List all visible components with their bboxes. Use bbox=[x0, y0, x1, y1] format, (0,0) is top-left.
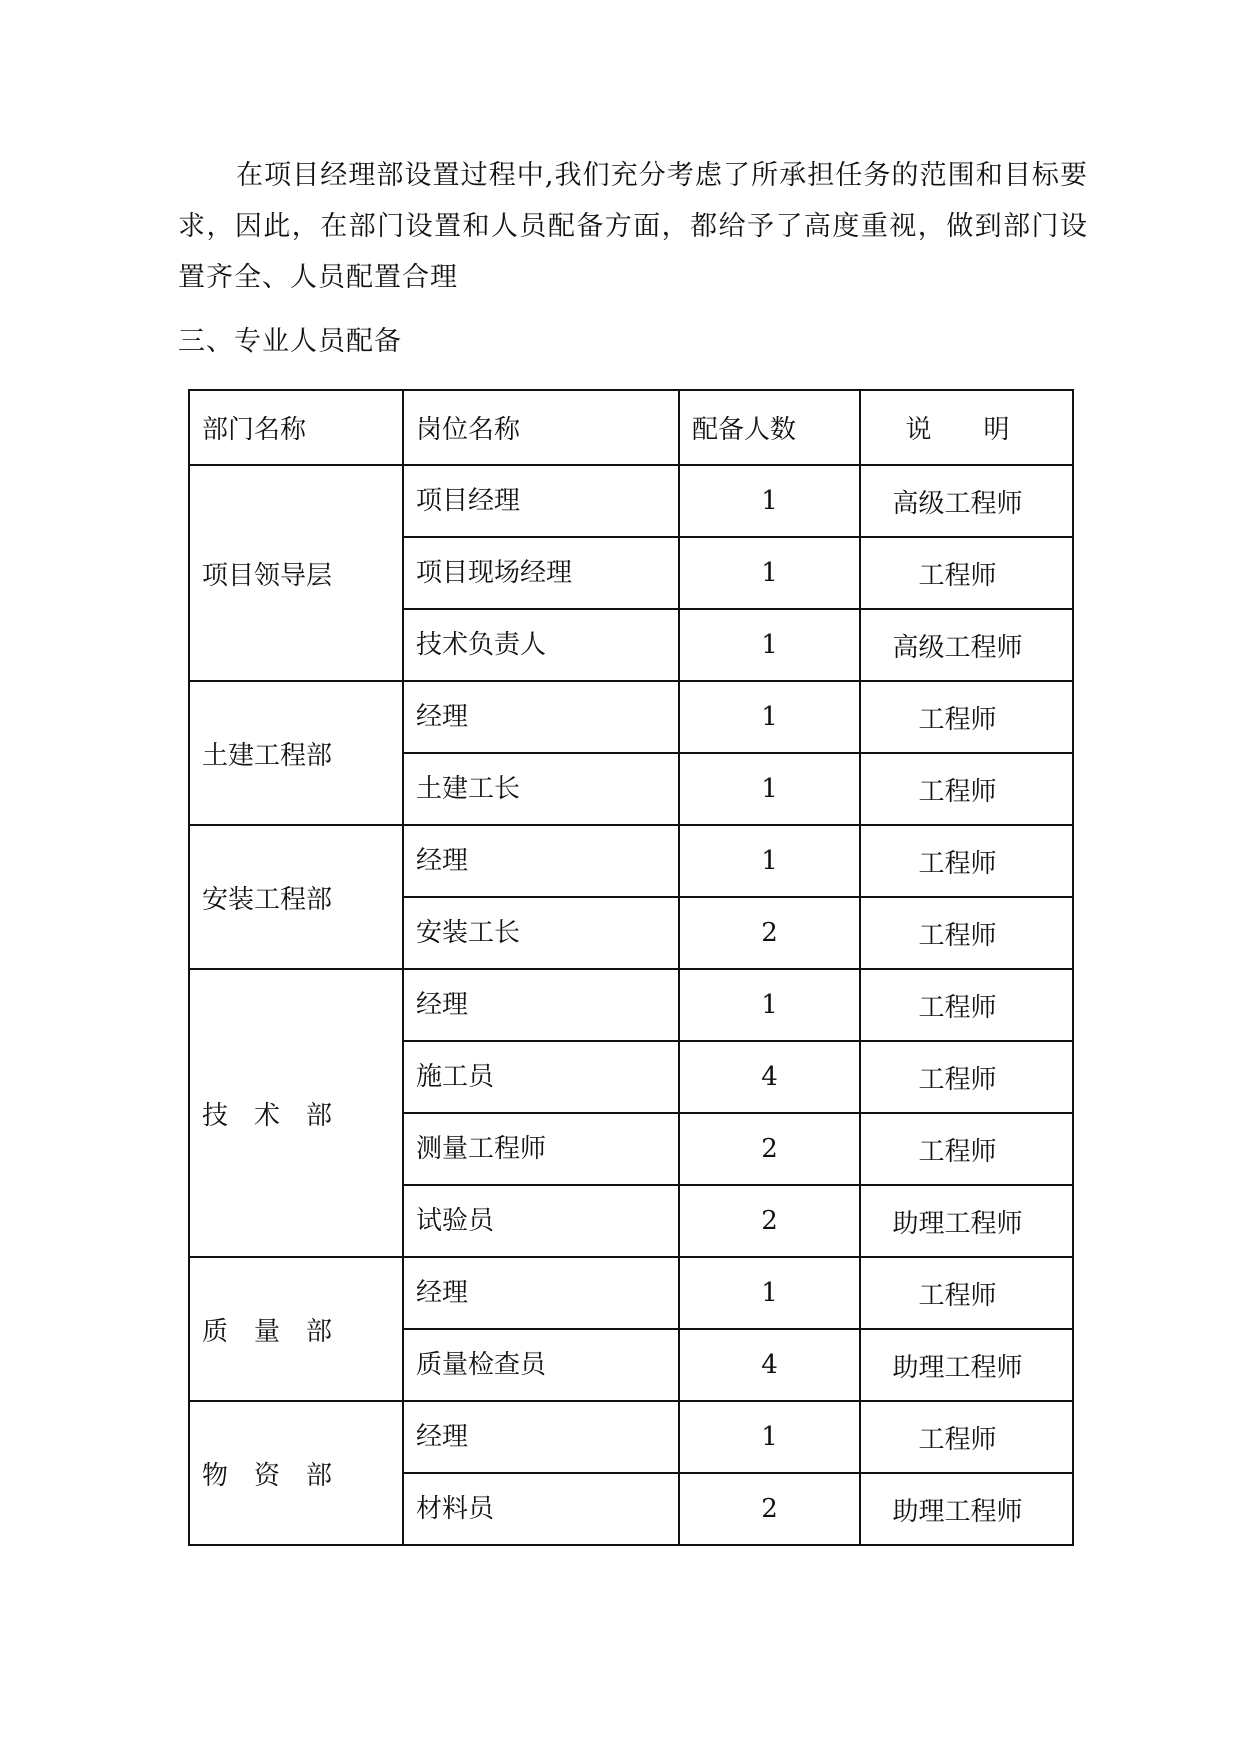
count-cell: 1 bbox=[679, 1257, 860, 1329]
header-position: 岗位名称 bbox=[403, 390, 679, 465]
note-cell: 工程师 bbox=[860, 1113, 1073, 1185]
department-cell: 物 资 部 bbox=[189, 1401, 403, 1545]
count-cell: 2 bbox=[679, 1185, 860, 1257]
table-row bbox=[189, 681, 1073, 753]
department-cell: 项目领导层 bbox=[189, 465, 403, 681]
count-cell: 4 bbox=[679, 1041, 860, 1113]
department-cell: 土建工程部 bbox=[189, 681, 403, 825]
note-cell: 工程师 bbox=[860, 1401, 1073, 1473]
position-cell: 经理 bbox=[403, 1257, 679, 1329]
note-cell: 工程师 bbox=[860, 897, 1073, 969]
table-row bbox=[189, 969, 1073, 1041]
intro-paragraph: 在项目经理部设置过程中,我们充分考虑了所承担任务的范围和目标要求，因此，在部门设置和人员配备方面，都给予了高度重视，做到部门设置齐全、人员配置合理 bbox=[178, 160, 1088, 293]
header-note: 说 明 bbox=[860, 390, 1073, 465]
position-cell: 试验员 bbox=[403, 1185, 679, 1257]
header-row bbox=[189, 390, 1073, 465]
position-cell: 施工员 bbox=[403, 1041, 679, 1113]
count-cell: 1 bbox=[679, 609, 860, 681]
count-cell: 1 bbox=[679, 681, 860, 753]
note-cell: 高级工程师 bbox=[860, 609, 1073, 681]
note-cell: 工程师 bbox=[860, 969, 1073, 1041]
count-cell: 1 bbox=[679, 465, 860, 537]
position-cell: 经理 bbox=[403, 1401, 679, 1473]
table-row bbox=[189, 825, 1073, 897]
position-cell: 经理 bbox=[403, 681, 679, 753]
note-cell: 工程师 bbox=[860, 753, 1073, 825]
department-cell: 技 术 部 bbox=[189, 969, 403, 1257]
position-cell: 经理 bbox=[403, 969, 679, 1041]
position-cell: 材料员 bbox=[403, 1473, 679, 1545]
staffing-table-body bbox=[189, 465, 1073, 1545]
note-cell: 工程师 bbox=[860, 1041, 1073, 1113]
section-heading: 三、专业人员配备 bbox=[178, 326, 402, 357]
note-cell: 高级工程师 bbox=[860, 465, 1073, 537]
table-row bbox=[189, 465, 1073, 537]
count-cell: 4 bbox=[679, 1329, 860, 1401]
header-department: 部门名称 bbox=[189, 390, 403, 465]
staffing-table bbox=[188, 389, 1074, 1546]
count-cell: 2 bbox=[679, 897, 860, 969]
position-cell: 土建工长 bbox=[403, 753, 679, 825]
note-cell: 助理工程师 bbox=[860, 1473, 1073, 1545]
note-cell: 工程师 bbox=[860, 825, 1073, 897]
staffing-table-header bbox=[189, 390, 1073, 465]
count-cell: 1 bbox=[679, 825, 860, 897]
count-cell: 2 bbox=[679, 1473, 860, 1545]
position-cell: 项目现场经理 bbox=[403, 537, 679, 609]
count-cell: 1 bbox=[679, 753, 860, 825]
count-cell: 1 bbox=[679, 537, 860, 609]
note-cell: 工程师 bbox=[860, 1257, 1073, 1329]
note-cell: 工程师 bbox=[860, 537, 1073, 609]
position-cell: 安装工长 bbox=[403, 897, 679, 969]
position-cell: 测量工程师 bbox=[403, 1113, 679, 1185]
position-cell: 质量检查员 bbox=[403, 1329, 679, 1401]
header-count: 配备人数 bbox=[679, 390, 860, 465]
position-cell: 技术负责人 bbox=[403, 609, 679, 681]
position-cell: 经理 bbox=[403, 825, 679, 897]
count-cell: 2 bbox=[679, 1113, 860, 1185]
count-cell: 1 bbox=[679, 1401, 860, 1473]
department-cell: 质 量 部 bbox=[189, 1257, 403, 1401]
count-cell: 1 bbox=[679, 969, 860, 1041]
department-cell: 安装工程部 bbox=[189, 825, 403, 969]
note-cell: 助理工程师 bbox=[860, 1329, 1073, 1401]
note-cell: 工程师 bbox=[860, 681, 1073, 753]
note-cell: 助理工程师 bbox=[860, 1185, 1073, 1257]
table-row bbox=[189, 1257, 1073, 1329]
table-row bbox=[189, 1401, 1073, 1473]
position-cell: 项目经理 bbox=[403, 465, 679, 537]
